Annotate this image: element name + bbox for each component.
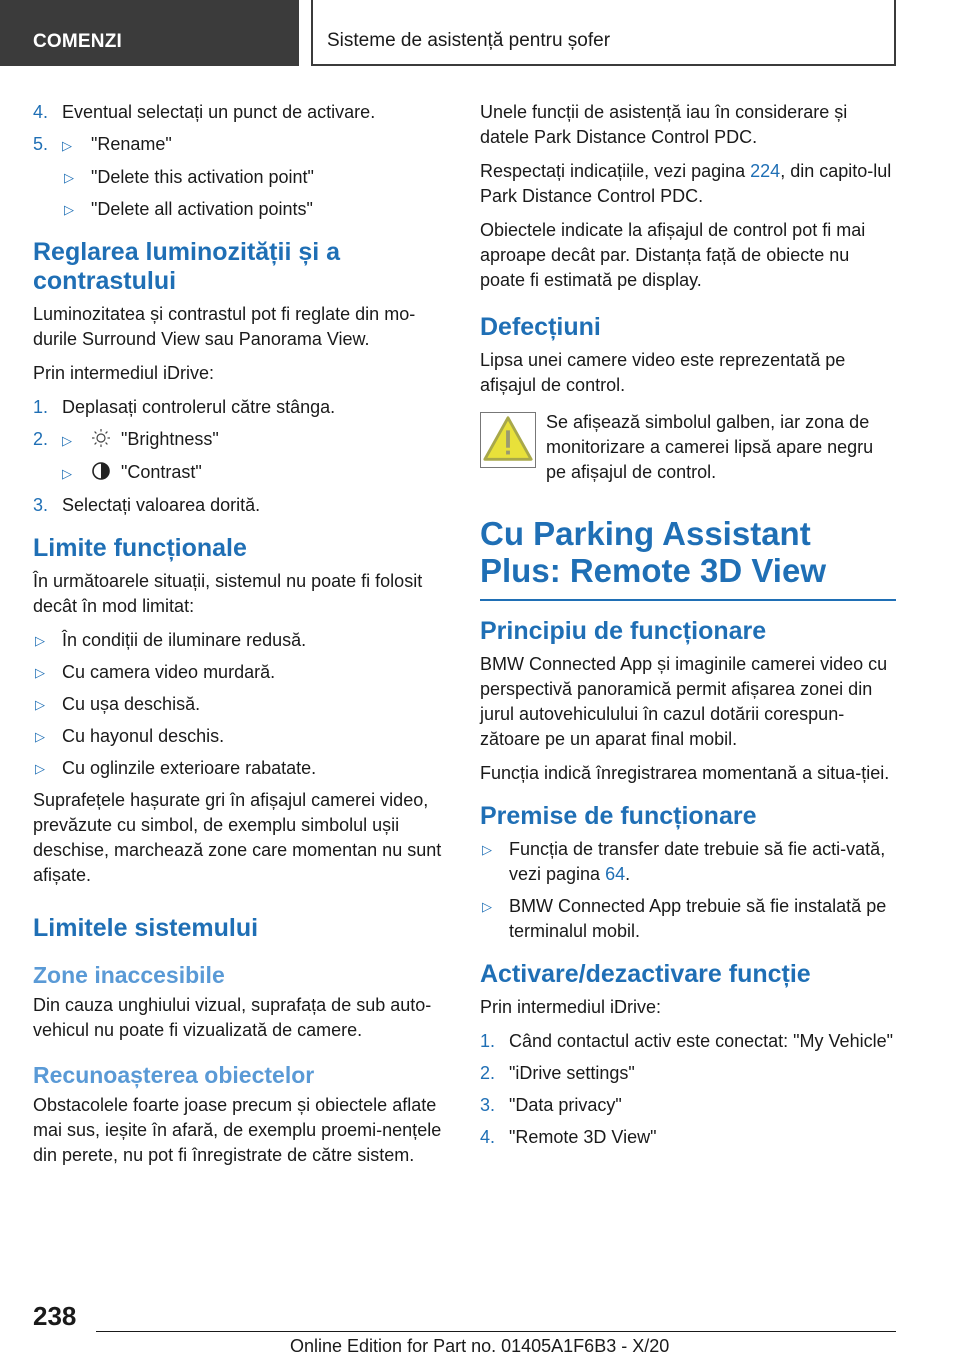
step-number: 5.	[33, 134, 49, 154]
list-item	[480, 837, 896, 887]
list-item	[33, 427, 448, 453]
bullet-text: Cu hayonul deschis.	[62, 726, 225, 746]
list-item	[33, 692, 448, 717]
list-item	[33, 100, 448, 125]
step-text: Deplasați controlerul către stânga.	[62, 397, 336, 417]
paragraph: Obiectele indicate la afișajul de control pot fi mai aproape decât par. Distanța față de obiecte nu poate fi estimată pe display.	[480, 220, 866, 290]
bullet-text: Cu ușa deschisă.	[62, 694, 201, 714]
list-item	[480, 1061, 896, 1086]
bullet-text: În condiții de iluminare redusă.	[62, 630, 307, 650]
list-item	[480, 894, 896, 944]
triangle-bullet-icon: ▷	[62, 433, 72, 448]
list-item	[33, 460, 448, 486]
heading-zones: Zone inaccesibile	[33, 962, 225, 988]
bullet-text: Cu camera video murdară.	[62, 662, 276, 682]
paragraph: În următoarele situații, sistemul nu poate fi folosit decât în mod limitat:	[33, 571, 423, 616]
list-item	[480, 1093, 896, 1118]
section-tab: COMENZI	[0, 0, 299, 66]
warning-note	[480, 410, 896, 485]
sub-item-text: "Delete this activation point"	[91, 167, 314, 187]
paragraph: Suprafețele hașurate gri în afișajul camerei video, prevăzute cu simbol, de exemplu simbolul ușii deschise, marchează zone care momentan nu sunt afișate.	[33, 790, 442, 885]
triangle-bullet-icon: ▷	[35, 665, 45, 680]
page-link-64[interactable]: 64	[605, 864, 626, 884]
list-item	[33, 132, 448, 158]
list-item	[33, 628, 448, 653]
paragraph: BMW Connected App și imaginile camerei video cu perspectivă panoramică permit afișarea zonei din jurul autovehiculului în cazul dotării corespun-zătoare pe un aparat final mobil.	[480, 654, 888, 749]
heading-system-limits: Limitele sistemului	[33, 914, 259, 942]
page-header	[0, 0, 960, 66]
step-number: 4.	[33, 102, 49, 122]
heading-brightness: Reglarea luminozității și a contrastului	[33, 238, 341, 295]
paragraph: Prin intermediul iDrive:	[480, 997, 662, 1017]
list-item	[33, 395, 448, 420]
list-item	[33, 197, 448, 222]
step-text: Când contactul activ este conectat: "My Vehicle"	[509, 1031, 893, 1051]
warning-triangle-icon	[480, 412, 536, 468]
heading-limits: Limite funcționale	[33, 534, 247, 562]
chapter-title: Sisteme de asistență pentru șofer	[311, 0, 896, 66]
left-column	[33, 100, 448, 1177]
paragraph: Din cauza unghiului vizual, suprafața de sub auto-vehicul nu poate fi vizualizată de camere.	[33, 995, 432, 1040]
paragraph	[480, 159, 896, 209]
step-text: "Brightness"	[121, 429, 219, 449]
paragraph: Prin intermediul iDrive:	[33, 363, 215, 383]
text-fragment: Respectați indicațiile, vezi pagina	[480, 161, 751, 181]
text-fragment: , din capito-lul Park Distance Control PDC.	[480, 161, 892, 206]
triangle-bullet-icon: ▷	[62, 466, 72, 481]
heading-remote-3d-view: Cu Parking Assistant Plus: Remote 3D View	[480, 515, 896, 601]
paragraph: Obstacolele foarte joase precum și obiectele aflate mai sus, ieșite în afară, de exemplu proemi-nențele din perete, nu pot fi înregistrate de către sistem.	[33, 1095, 442, 1165]
triangle-bullet-icon: ▷	[35, 761, 45, 776]
contrast-icon	[91, 461, 111, 481]
paragraph: Unele funcții de asistență iau în considerare și datele Park Distance Control PDC.	[480, 102, 848, 147]
list-item	[33, 724, 448, 749]
edition-text: Online Edition for Part no. 01405A1F6B3 - X/20	[290, 1336, 670, 1356]
step-text: "Rename"	[91, 134, 172, 154]
step-number: 4.	[480, 1127, 496, 1147]
paragraph: Funcția indică înregistrarea momentană a situa-ției.	[480, 763, 890, 783]
bullet-text: BMW Connected App trebuie să fie instalată pe terminalul mobil.	[509, 896, 887, 941]
heading-principle: Principiu de funcționare	[480, 617, 767, 645]
triangle-bullet-icon: ▷	[482, 899, 492, 914]
heading-objects: Recunoașterea obiectelor	[33, 1062, 315, 1088]
step-text: "iDrive settings"	[509, 1063, 635, 1083]
step-text: "Remote 3D View"	[509, 1127, 657, 1147]
step-text: "Data privacy"	[509, 1095, 622, 1115]
step-text: Selectați valoarea dorită.	[62, 495, 261, 515]
brightness-icon	[91, 428, 111, 448]
page-number: 238	[33, 1301, 77, 1331]
step-number: 2.	[480, 1063, 496, 1083]
step-number: 2.	[33, 429, 49, 449]
footer-divider	[96, 1331, 896, 1332]
list-item	[33, 493, 448, 518]
sub-item-text: "Delete all activation points"	[91, 199, 313, 219]
list-item	[480, 1029, 896, 1054]
heading-premises: Premise de funcționare	[480, 802, 757, 830]
triangle-bullet-icon: ▷	[35, 729, 45, 744]
step-number: 1.	[33, 397, 49, 417]
bullet-text: Cu oglinzile exterioare rabatate.	[62, 758, 317, 778]
step-number: 3.	[480, 1095, 496, 1115]
triangle-bullet-icon: ▷	[64, 202, 74, 217]
list-item	[480, 1125, 896, 1150]
heading-activation: Activare/dezactivare funcție	[480, 960, 811, 988]
warning-text: Se afișează simbolul galben, iar zona de monitorizare a camerei lipsă apare negru pe afișajul de control.	[546, 412, 874, 482]
step-text: Eventual selectați un punct de activare.	[62, 102, 376, 122]
step-number: 1.	[480, 1031, 496, 1051]
list-item	[33, 756, 448, 781]
text-fragment: .	[625, 864, 631, 884]
paragraph: Lipsa unei camere video este reprezentată pe afișajul de control.	[480, 350, 846, 395]
paragraph: Luminozitatea și contrastul pot fi reglate din mo-durile Surround View sau Panorama View.	[33, 304, 416, 349]
triangle-bullet-icon: ▷	[62, 138, 72, 153]
step-text: "Contrast"	[121, 462, 202, 482]
list-item	[33, 165, 448, 190]
page-link-224[interactable]: 224	[750, 161, 781, 181]
right-column	[480, 100, 896, 1157]
bullet-text: Funcția de transfer date trebuie să fie acti-vată, vezi pagina	[509, 839, 886, 884]
triangle-bullet-icon: ▷	[64, 170, 74, 185]
triangle-bullet-icon: ▷	[482, 842, 492, 857]
triangle-bullet-icon: ▷	[35, 633, 45, 648]
list-item	[33, 660, 448, 685]
step-number: 3.	[33, 495, 49, 515]
heading-defects: Defecțiuni	[480, 313, 601, 341]
triangle-bullet-icon: ▷	[35, 697, 45, 712]
